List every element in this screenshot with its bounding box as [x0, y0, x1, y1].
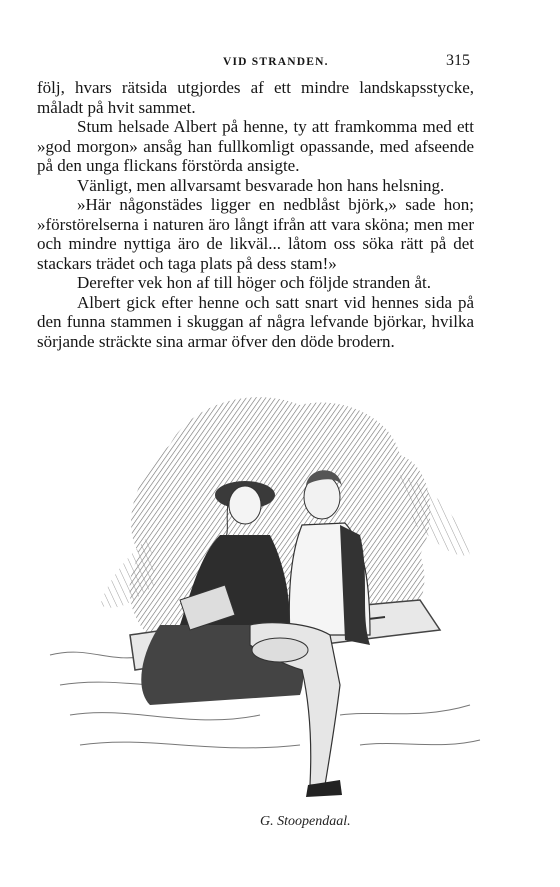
running-head [40, 52, 470, 72]
running-title: VID STRANDEN. [223, 56, 329, 68]
illustration-couple-on-shore [40, 385, 500, 855]
paragraph: Stum helsade Albert på henne, ty att framkomma med ett »god morgon» ansåg han fullkomligt opassande, med afseende på den unga flickans förstörda ansigte. [37, 117, 474, 175]
paragraph: följ, hvars rätsida utgjordes af ett mindre landskapsstycke, måladt på hvit sammet. [37, 78, 474, 117]
page-number: 315 [446, 52, 470, 69]
artist-signature: G. Stoopendaal. [260, 814, 351, 829]
paragraph: Albert gick efter henne och satt snart vid hennes sida på den funna stammen i skuggan af några lefvande björkar, hvilka sörjande sträckte sina armar öfver den döde brodern. [37, 292, 474, 351]
paragraph: Derefter vek hon af till höger och följde stranden åt. [77, 273, 432, 292]
paragraph: »Här någonstädes ligger en nedblåst björk,» sade hon; »förstörelserna i naturen äro långt ifrån att vara sköna; men mer och mindre nyttiga äro de likväl... låtom oss söka rätt på det stackars trädet och taga plats på dess stam!» [37, 195, 474, 273]
paragraph: Vänligt, men allvarsamt besvarade hon hans helsning. [77, 175, 445, 195]
body-text [37, 78, 474, 351]
